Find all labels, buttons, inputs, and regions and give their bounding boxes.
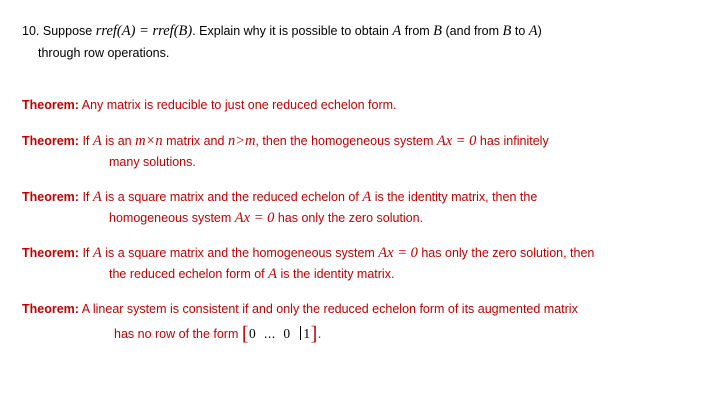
theorem-text: is the identity matrix, then the xyxy=(374,190,538,204)
question-text: (and from xyxy=(445,24,500,38)
question-number: 10. xyxy=(22,24,40,38)
question-text: to xyxy=(514,24,526,38)
theorem-label: Theorem: xyxy=(22,98,79,112)
theorem-text: has only the zero solution, then xyxy=(421,246,595,260)
row-entry-zero: 0 xyxy=(283,326,291,341)
theorem-identity-implies-zero-solution xyxy=(22,187,692,229)
question-10 xyxy=(22,20,692,64)
theorem-infinite-solutions xyxy=(22,131,692,173)
theorem-row-form-line xyxy=(22,323,692,345)
theorem-text: is a square matrix and the homogeneous system xyxy=(105,246,375,260)
theorem-text: is the identity matrix. xyxy=(280,267,395,281)
theorem-consistency xyxy=(22,299,692,345)
theorem-text: is an xyxy=(105,134,132,148)
theorem-unique-rref xyxy=(22,95,692,116)
theorem-label: Theorem: xyxy=(22,302,79,316)
theorem-text: has infinitely xyxy=(479,134,549,148)
question-text: ) xyxy=(537,24,542,38)
theorem-label: Theorem: xyxy=(22,246,79,260)
math-var-a: A xyxy=(268,266,277,282)
theorem-text: A linear system is consistent if and only the reduced echelon form of its augmented matrix xyxy=(81,302,578,316)
augment-separator xyxy=(300,326,301,340)
theorem-text: . xyxy=(317,327,322,341)
left-bracket: [ xyxy=(241,323,250,345)
math-var-a: A xyxy=(92,245,102,261)
question-text: from xyxy=(404,24,430,38)
theorem-text: has no row of the form xyxy=(114,327,239,341)
math-ax-equals-zero: Ax = 0 xyxy=(378,245,418,261)
theorem-text: , then the homogeneous system xyxy=(255,134,434,148)
theorem-zero-solution-implies-identity xyxy=(22,243,692,285)
right-bracket: ] xyxy=(310,323,318,345)
row-entry-one: 1 xyxy=(303,326,311,341)
math-var-a: A xyxy=(528,23,538,39)
math-m-by-n: m×n xyxy=(135,133,163,149)
theorem-text: has only the zero solution. xyxy=(277,211,424,225)
question-line-1 xyxy=(22,20,692,42)
question-text: Suppose xyxy=(42,24,93,38)
question-text: . Explain why it is possible to obtain xyxy=(192,24,389,38)
math-var-a: A xyxy=(392,23,402,39)
theorem-text: If xyxy=(82,246,90,260)
math-rref-equation: rref(A) = rref(B) xyxy=(95,23,193,39)
row-ellipsis: ... xyxy=(264,326,276,341)
row-entry-zero: 0 xyxy=(249,326,257,341)
theorem-text: If xyxy=(82,190,90,204)
math-n-gt-m: n>m xyxy=(227,133,256,149)
math-var-b: B xyxy=(502,23,512,39)
theorem-text: the reduced echelon form of xyxy=(109,267,265,281)
theorem-text: matrix and xyxy=(166,134,225,148)
math-ax-equals-zero: Ax = 0 xyxy=(234,210,275,226)
theorem-text: homogeneous system xyxy=(109,211,232,225)
theorem-text: many solutions. xyxy=(109,155,196,169)
question-line-2: through row operations. xyxy=(38,46,170,60)
theorem-label: Theorem: xyxy=(22,190,79,204)
theorem-text: Any matrix is reducible to just one reduced echelon form. xyxy=(81,98,397,112)
math-var-a: A xyxy=(92,133,102,149)
theorem-text: If xyxy=(82,134,90,148)
math-var-a: A xyxy=(362,189,372,205)
augmented-row-vector xyxy=(241,323,318,345)
math-ax-equals-zero: Ax = 0 xyxy=(436,133,477,149)
math-var-a: A xyxy=(92,189,102,205)
theorem-text: is a square matrix and the reduced echelon of xyxy=(105,190,359,204)
math-var-b: B xyxy=(433,23,443,39)
theorem-label: Theorem: xyxy=(22,134,79,148)
